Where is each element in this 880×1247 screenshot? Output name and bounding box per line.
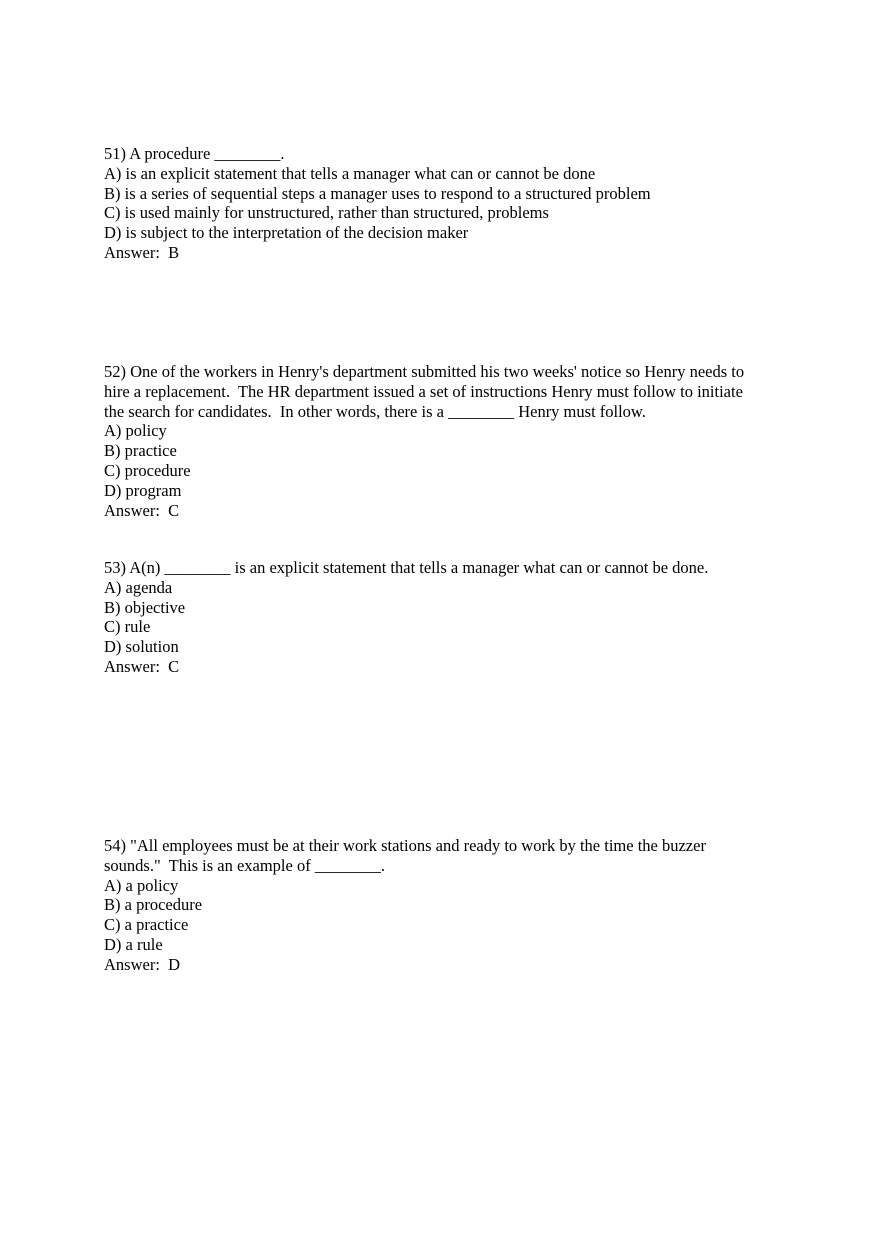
answer-line: Answer: C	[104, 656, 180, 676]
answer-line: Answer: C	[104, 500, 180, 520]
option-c: C) rule	[104, 617, 151, 637]
option-a: A) a policy	[104, 875, 179, 895]
option-a: A) is an explicit statement that tells a manager what can or cannot be done	[104, 163, 596, 183]
question-54	[104, 836, 794, 975]
answer-line: Answer: D	[104, 954, 181, 974]
option-b: B) practice	[104, 441, 177, 461]
option-d: D) solution	[104, 637, 179, 657]
question-51	[104, 144, 794, 263]
question-stem-line-1: 52) One of the workers in Henry's department submitted his two weeks' notice so Henry needs to	[104, 362, 745, 381]
answer-line: Answer: B	[104, 242, 180, 262]
option-d: D) a rule	[104, 934, 163, 954]
option-d: D) is subject to the interpretation of the decision maker	[104, 223, 469, 243]
question-stem-line-1: 54) "All employees must be at their work stations and ready to work by the time the buzzer	[104, 836, 706, 855]
option-c: C) procedure	[104, 460, 191, 480]
option-c: C) is used mainly for unstructured, rather than structured, problems	[104, 203, 549, 223]
question-53	[104, 558, 794, 677]
question-stem: 51) A procedure ________.	[104, 144, 285, 163]
question-stem-line-2: sounds." This is an example of ________.	[104, 855, 385, 875]
question-stem-line-3: the search for candidates. In other words, there is a ________ Henry must follow.	[104, 401, 646, 421]
question-52	[104, 362, 794, 520]
question-stem-line-2: hire a replacement. The HR department issued a set of instructions Henry must follow to initiate	[104, 381, 743, 401]
option-b: B) is a series of sequential steps a manager uses to respond to a structured problem	[104, 183, 651, 203]
option-b: B) objective	[104, 597, 186, 617]
option-b: B) a procedure	[104, 895, 203, 915]
question-stem: 53) A(n) ________ is an explicit statement that tells a manager what can or cannot be done.	[104, 558, 709, 577]
option-a: A) policy	[104, 421, 167, 441]
option-c: C) a practice	[104, 915, 189, 935]
option-a: A) agenda	[104, 577, 173, 597]
option-d: D) program	[104, 480, 182, 500]
